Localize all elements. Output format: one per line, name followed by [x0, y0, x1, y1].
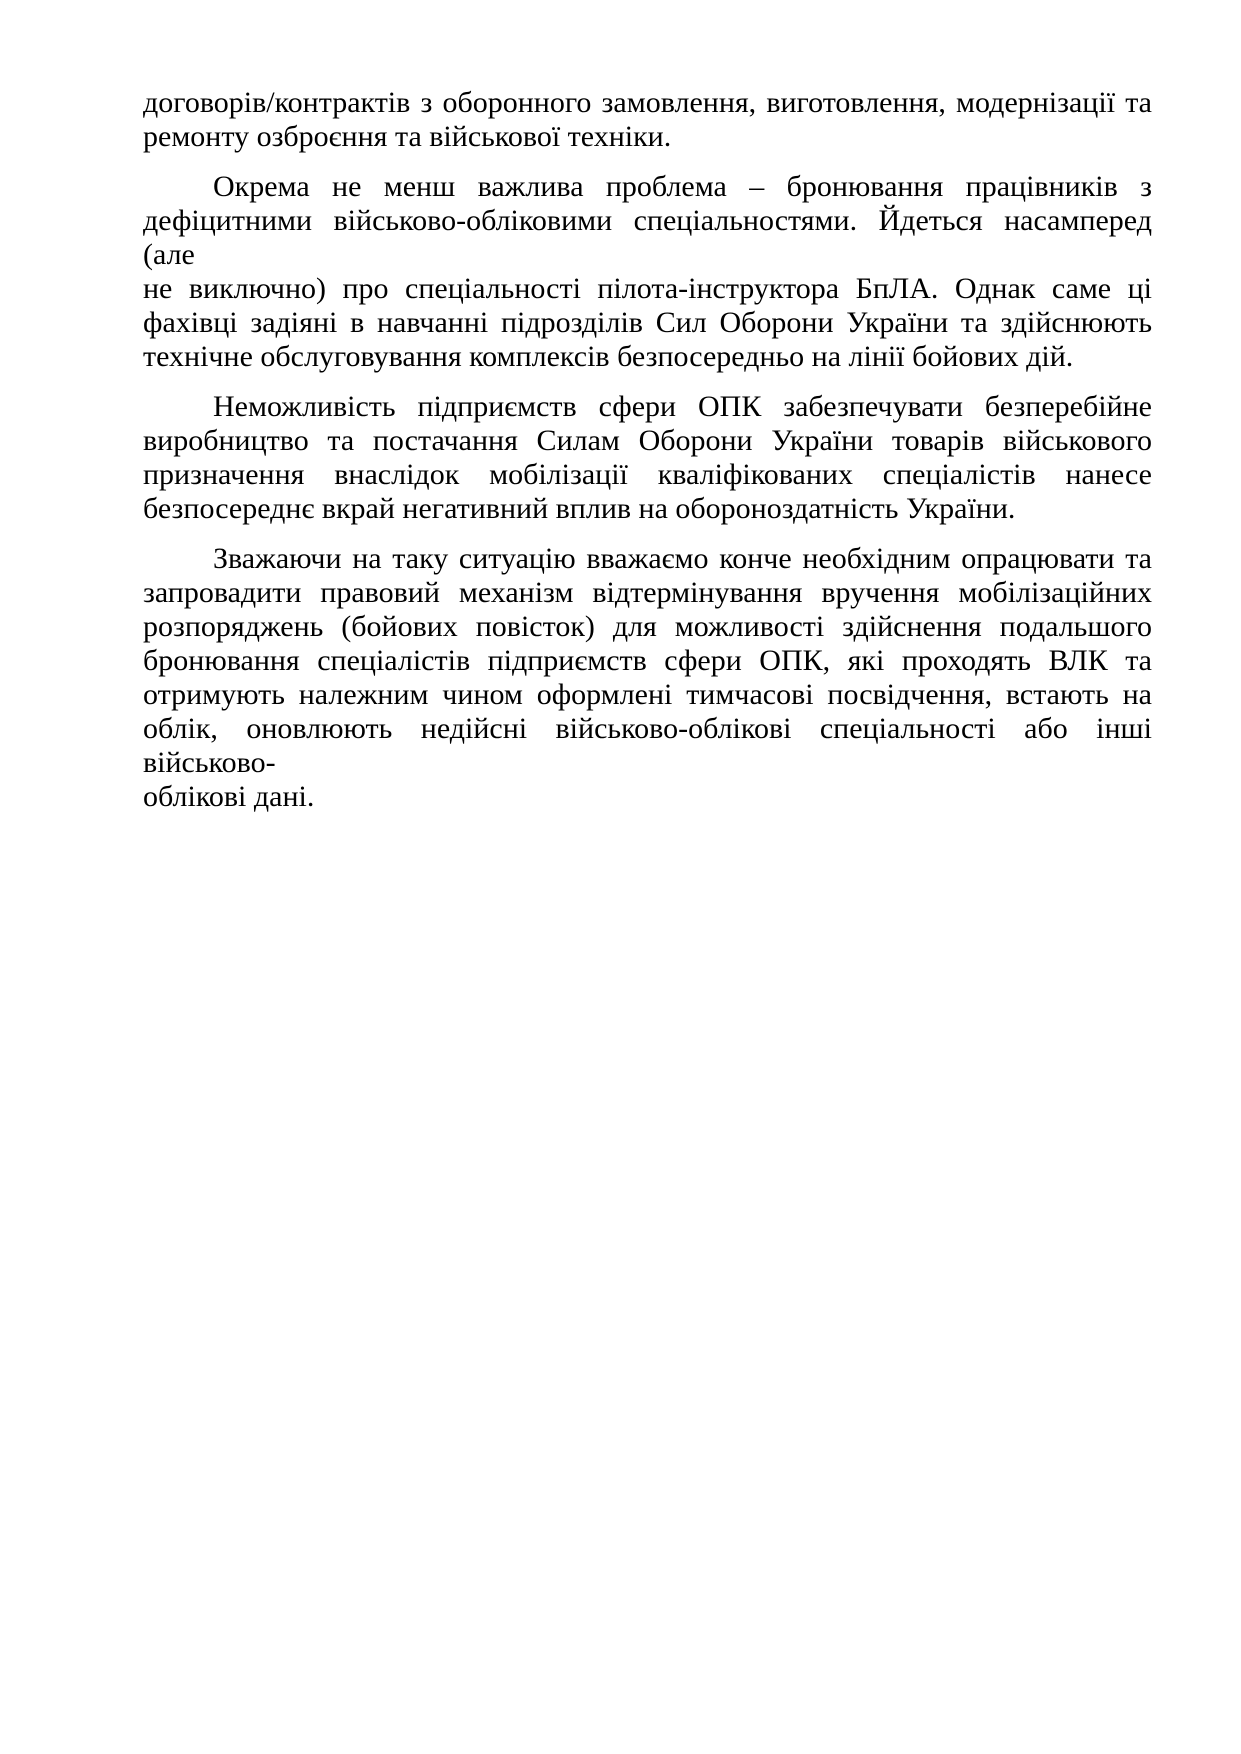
text-line: облікові дані.: [143, 780, 315, 813]
document-text: [143, 86, 1152, 814]
text-line: Зважаючи на таку ситуацію вважаємо конче необхідним опрацювати та: [213, 542, 1152, 575]
text-line: договорів/контрактів з оборонного замовлення, виготовлення, модернізації та: [143, 86, 1152, 119]
text-line: призначення внаслідок мобілізації кваліфікованих спеціалістів нанесе: [143, 458, 1152, 491]
text-line: виробництво та постачання Силам Оборони України товарів військового: [143, 424, 1152, 457]
text-line: безпосереднє вкрай негативний вплив на обороноздатність України.: [143, 492, 1016, 525]
text-line: бронювання спеціалістів підприємств сфери ОПК, які проходять ВЛК та: [143, 644, 1152, 677]
text-line: розпоряджень (бойових повісток) для можливості здійснення подальшого: [143, 610, 1152, 643]
text-line: облік, оновлюють недійсні військово-облікові спеціальності або інші військово-: [143, 712, 1152, 779]
text-line: технічне обслуговування комплексів безпосередньо на лінії бойових дій.: [143, 340, 1074, 373]
text-line: ремонту озброєння та військової техніки.: [143, 120, 672, 153]
text-line: не виключно) про спеціальності пілота-інструктора БпЛА. Однак саме ці: [143, 272, 1152, 305]
text-line: фахівці задіяні в навчанні підрозділів Сил Оборони України та здійснюють: [143, 306, 1152, 339]
paragraph: [143, 390, 1152, 526]
paragraph: [143, 542, 1152, 814]
text-line: дефіцитними військово-обліковими спеціальностями. Йдеться насамперед (але: [143, 204, 1152, 271]
paragraph: [143, 86, 1152, 154]
paragraph: [143, 170, 1152, 374]
text-line: Неможливість підприємств сфери ОПК забезпечувати безперебійне: [213, 390, 1152, 423]
text-line: отримують належним чином оформлені тимчасові посвідчення, встають на: [143, 678, 1152, 711]
text-line: запровадити правовий механізм відтермінування вручення мобілізаційних: [143, 576, 1152, 609]
text-line: Окрема не менш важлива проблема – бронювання працівників з: [213, 170, 1152, 203]
